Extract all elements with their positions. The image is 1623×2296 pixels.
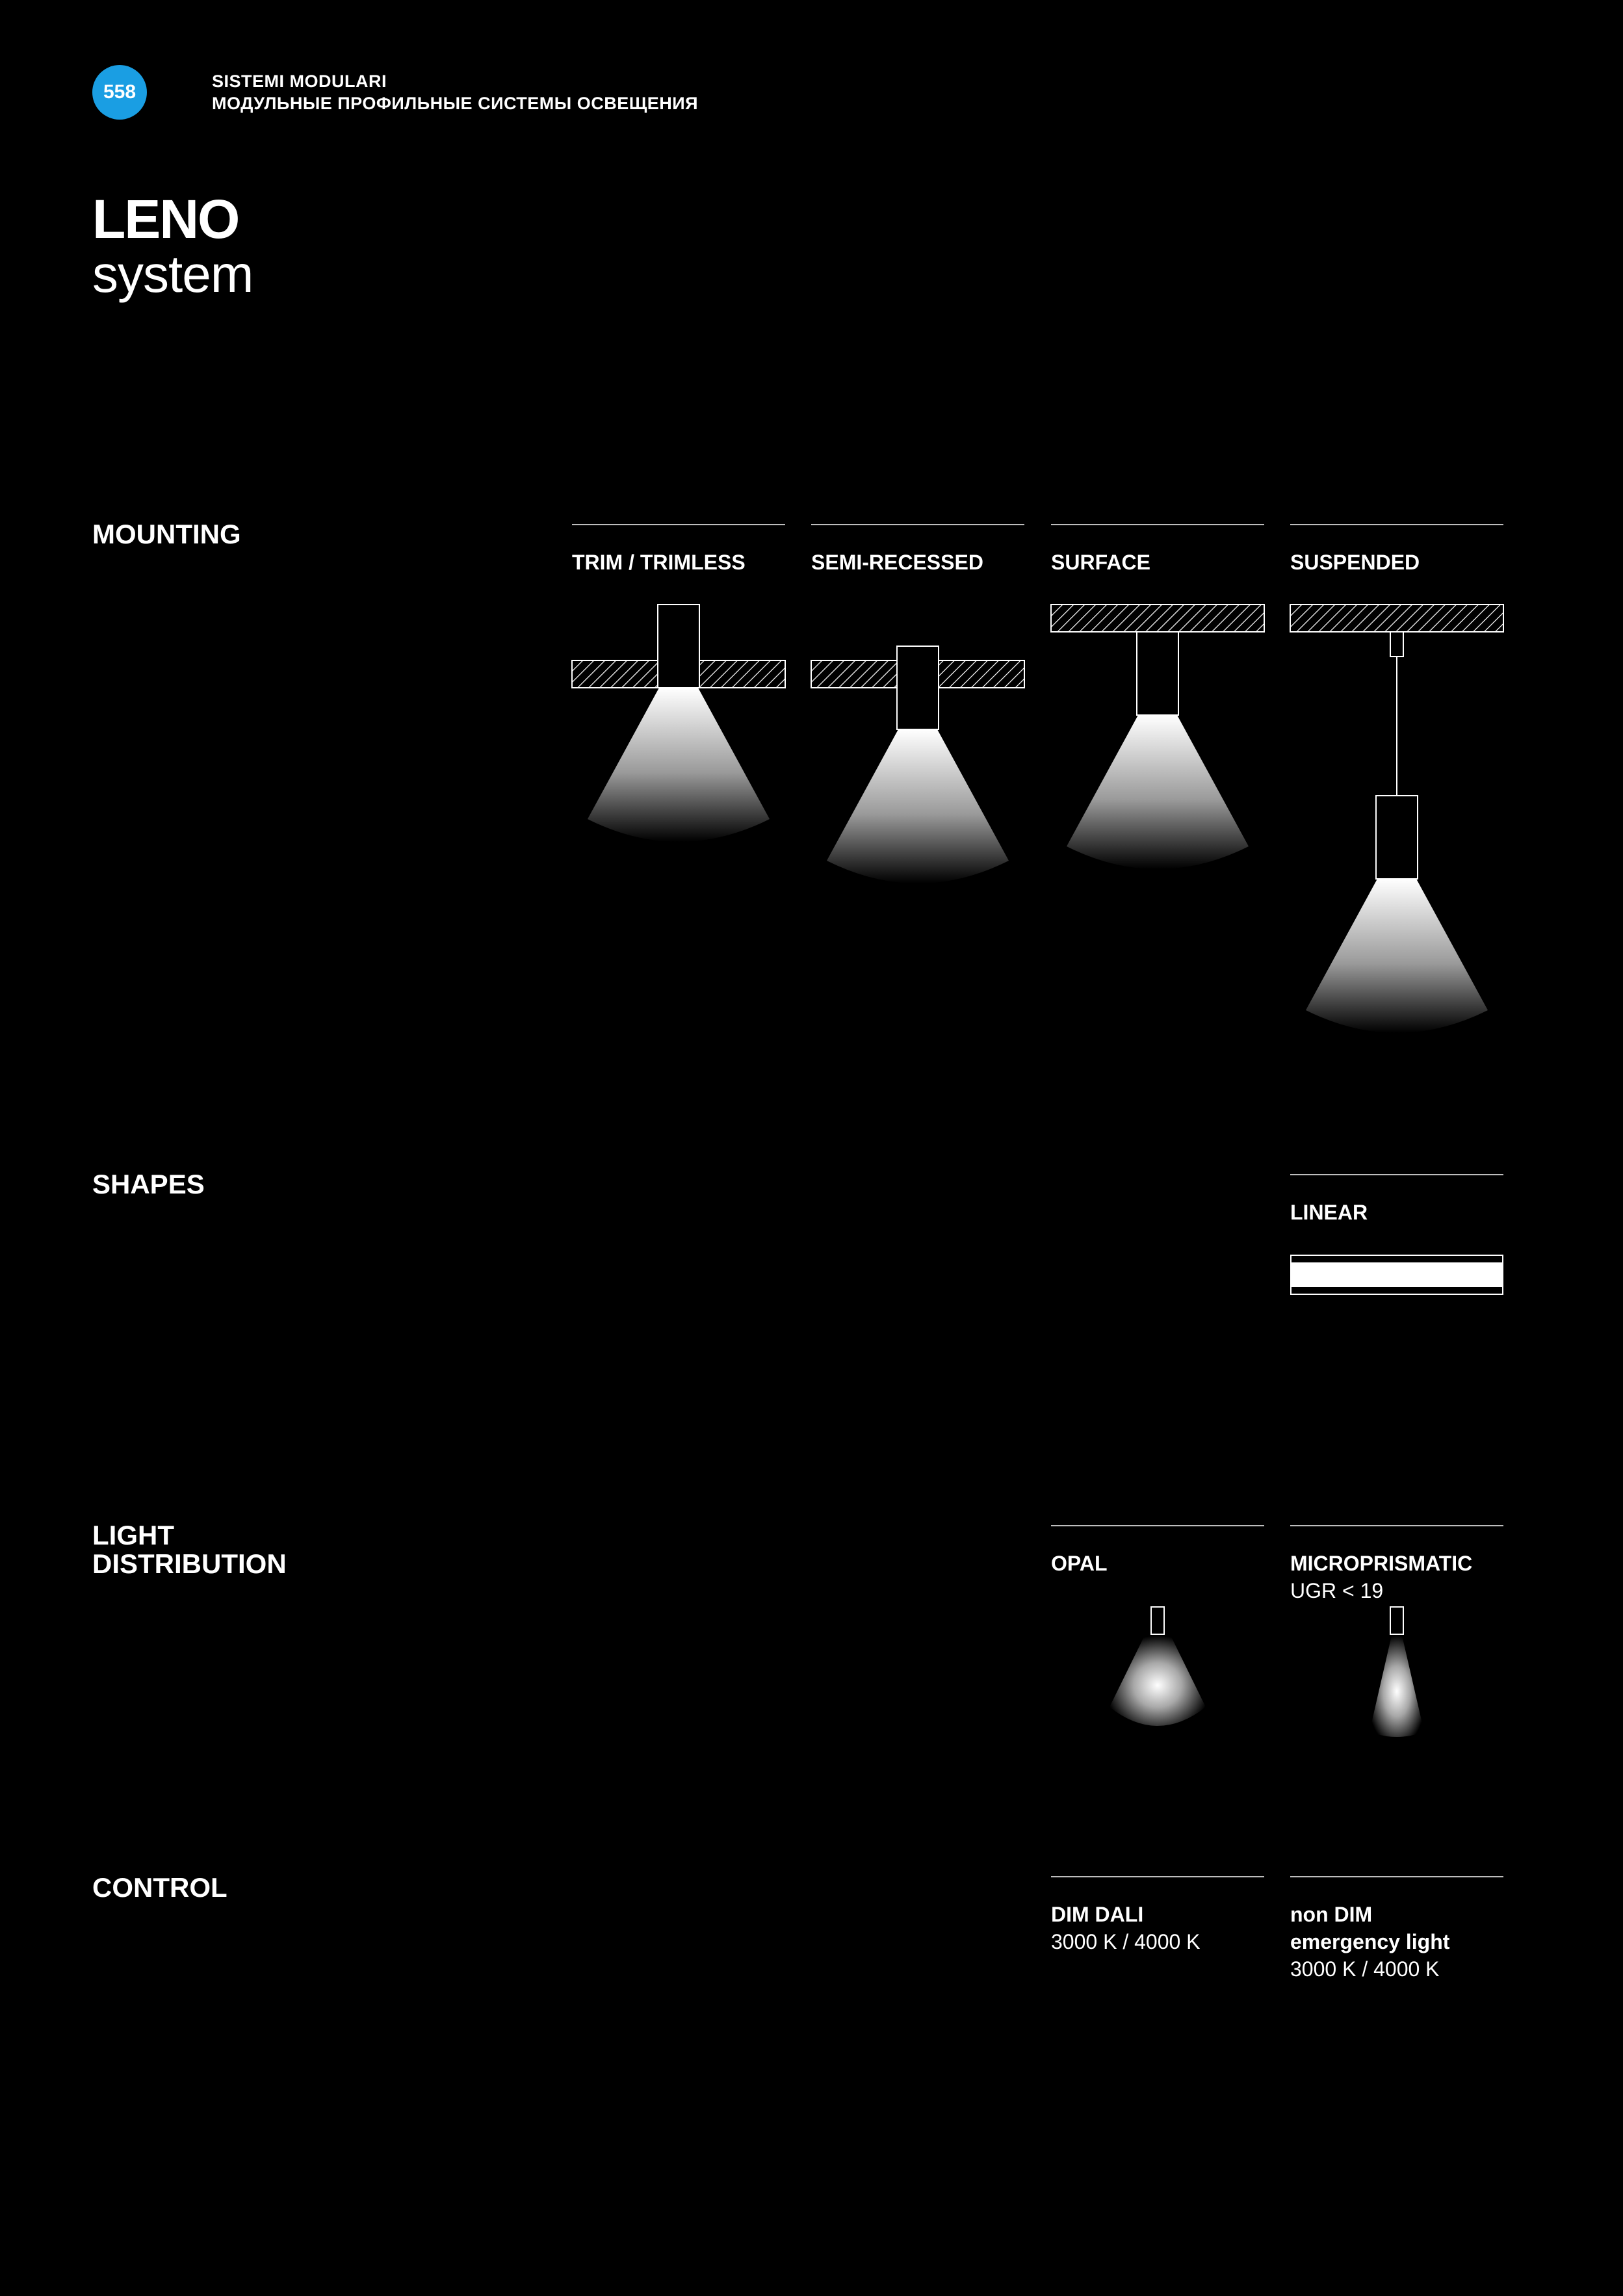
- mounting-suspended: [1290, 524, 1503, 576]
- control-non-dim: [1290, 1876, 1503, 1983]
- distribution-microprismatic-sub: UGR < 19: [1290, 1579, 1384, 1602]
- semi-recessed-mount-illustration: [811, 605, 1024, 891]
- control-dim-dali-sub: 3000 K / 4000 K: [1051, 1930, 1201, 1953]
- mounting-suspended-label: SUSPENDED: [1290, 551, 1420, 574]
- control-dim-dali: [1051, 1876, 1264, 1955]
- light-distribution-heading-line-2: DISTRIBUTION: [92, 1548, 287, 1579]
- product-title: LENO: [92, 189, 239, 250]
- surface-mount-illustration: [1051, 605, 1264, 878]
- mounting-surface-label: SURFACE: [1051, 551, 1150, 574]
- light-distribution-heading-line-1: LIGHT: [92, 1520, 174, 1550]
- mounting-trim: [572, 524, 785, 576]
- shape-linear: [1290, 1174, 1503, 1226]
- linear-shape-icon: [1290, 1255, 1503, 1296]
- shapes-heading: SHAPES: [92, 1169, 205, 1199]
- header-line-1: SISTEMI MODULARI: [212, 72, 387, 91]
- mounting-surface: [1051, 524, 1264, 576]
- opal-distribution-icon: [1051, 1606, 1264, 1749]
- control-heading: CONTROL: [92, 1872, 227, 1903]
- mounting-semi-recessed-label: SEMI-RECESSED: [811, 551, 983, 574]
- control-non-dim-label: non DIM: [1290, 1903, 1373, 1926]
- header-line-2: МОДУЛЬНЫЕ ПРОФИЛЬНЫЕ СИСТЕМЫ ОСВЕЩЕНИЯ: [212, 94, 699, 113]
- distribution-microprismatic: [1290, 1525, 1503, 1604]
- control-non-dim-sub: 3000 K / 4000 K: [1290, 1957, 1440, 1981]
- control-non-dim-label-2: emergency light: [1290, 1930, 1450, 1953]
- distribution-opal-label: OPAL: [1051, 1552, 1108, 1575]
- light-distribution-heading: [92, 1521, 287, 1578]
- mounting-semi-recessed: [811, 524, 1024, 576]
- distribution-opal: [1051, 1525, 1264, 1577]
- mounting-trim-label: TRIM / TRIMLESS: [572, 551, 746, 574]
- suspended-mount-illustration: [1290, 605, 1503, 1047]
- trim-mount-illustration: [572, 605, 785, 852]
- page-number: 558: [103, 81, 136, 103]
- page-number-badge: [92, 65, 147, 120]
- product-subtitle: system: [92, 245, 253, 303]
- control-dim-dali-label: DIM DALI: [1051, 1903, 1144, 1926]
- mounting-heading: MOUNTING: [92, 519, 241, 549]
- distribution-microprismatic-label: MICROPRISMATIC: [1290, 1552, 1473, 1575]
- microprismatic-distribution-icon: [1290, 1606, 1503, 1749]
- shape-linear-label: LINEAR: [1290, 1201, 1368, 1224]
